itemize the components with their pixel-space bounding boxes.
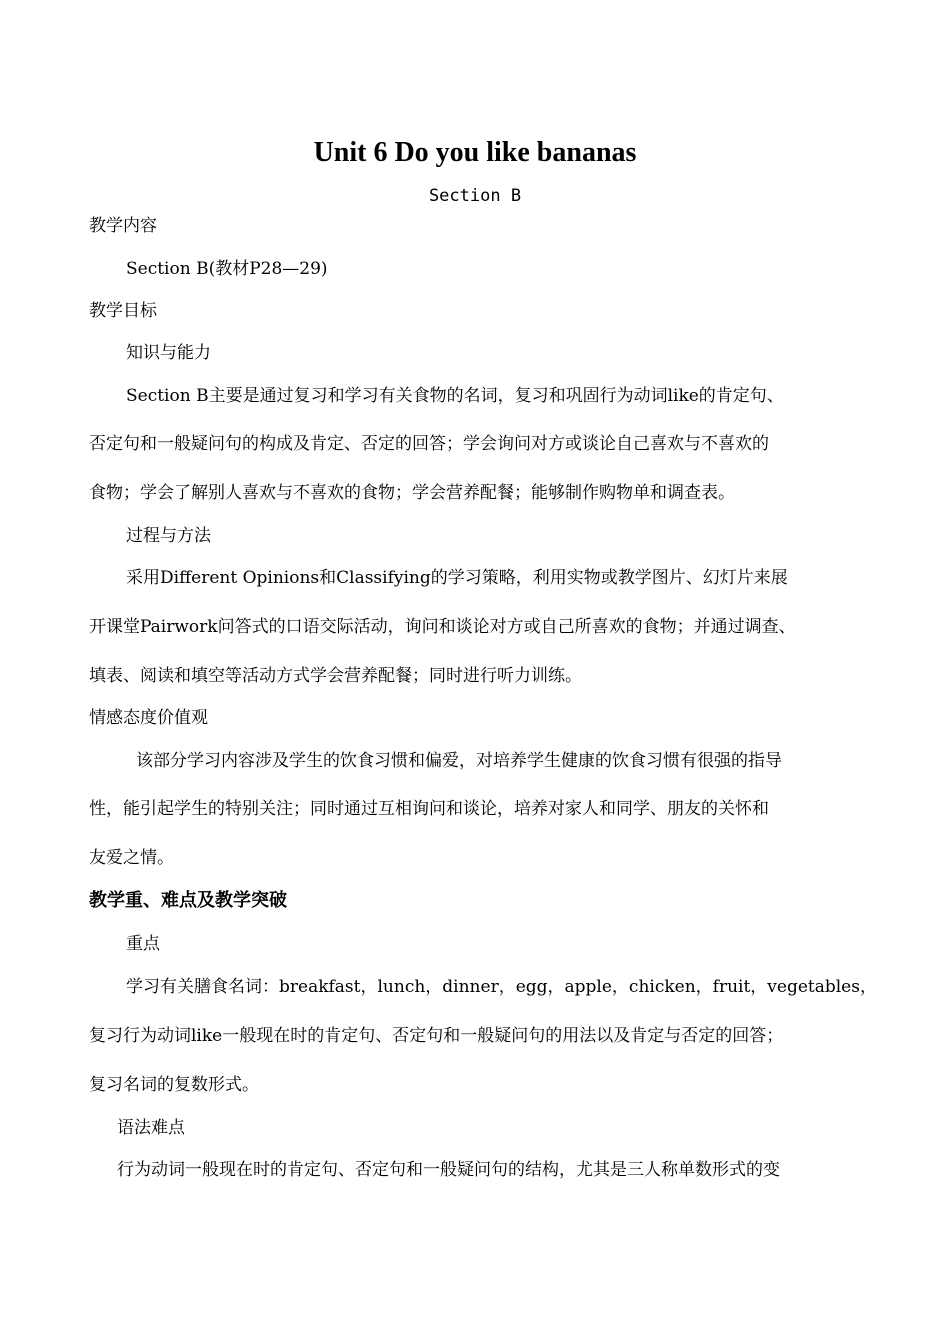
paragraph-line: 友爱之情。	[89, 848, 174, 868]
document-subtitle: Section B	[428, 186, 522, 206]
heading-teaching-goals: 教学目标	[89, 301, 157, 321]
heading-emotion-values: 情感态度价值观	[89, 708, 208, 728]
paragraph-line: 学习有关膳食名词：breakfast，lunch，dinner，egg，apple，chicken，fruit，vegetables，	[126, 977, 877, 997]
paragraph-line: 性，能引起学生的特别关注；同时通过互相询问和谈论，培养对家人和同学、朋友的关怀和	[89, 799, 769, 819]
paragraph-line: 采用Different Opinions和Classifying的学习策略，利用实物或教学图片、幻灯片来展	[126, 568, 788, 588]
paragraph-line: Section B主要是通过复习和学习有关食物的名词，复习和巩固行为动词like的肯定句、	[126, 386, 784, 406]
heading-key-difficult-points: 教学重、难点及教学突破	[89, 890, 287, 911]
subheading-knowledge: 知识与能力	[126, 343, 211, 363]
paragraph-line: 开课堂Pairwork问答式的口语交际活动，询问和谈论对方或自己所喜欢的食物；并通过调查、	[89, 617, 796, 637]
heading-teaching-content: 教学内容	[89, 216, 157, 236]
paragraph-line: 复习行为动词like一般现在时的肯定句、否定句和一般疑问句的用法以及肯定与否定的回答；	[89, 1026, 784, 1046]
paragraph-line: Section B(教材P28—29)	[126, 259, 328, 279]
document-title: Unit 6 Do you like bananas	[313, 137, 637, 168]
paragraph-line: 行为动词一般现在时的肯定句、否定句和一般疑问句的结构，尤其是三人称单数形式的变	[117, 1160, 780, 1180]
subheading-key-points: 重点	[126, 934, 160, 954]
paragraph-line: 否定句和一般疑问句的构成及肯定、否定的回答；学会询问对方或谈论自己喜欢与不喜欢的	[89, 434, 769, 454]
subheading-grammar-difficulty: 语法难点	[117, 1118, 185, 1138]
subheading-process: 过程与方法	[126, 526, 211, 546]
paragraph-line: 食物；学会了解别人喜欢与不喜欢的食物；学会营养配餐；能够制作购物单和调查表。	[89, 483, 735, 503]
paragraph-line: 填表、阅读和填空等活动方式学会营养配餐；同时进行听力训练。	[89, 666, 582, 686]
paragraph-line: 复习名词的复数形式。	[89, 1075, 259, 1095]
paragraph-line: 该部分学习内容涉及学生的饮食习惯和偏爱，对培养学生健康的饮食习惯有很强的指导	[136, 751, 782, 771]
